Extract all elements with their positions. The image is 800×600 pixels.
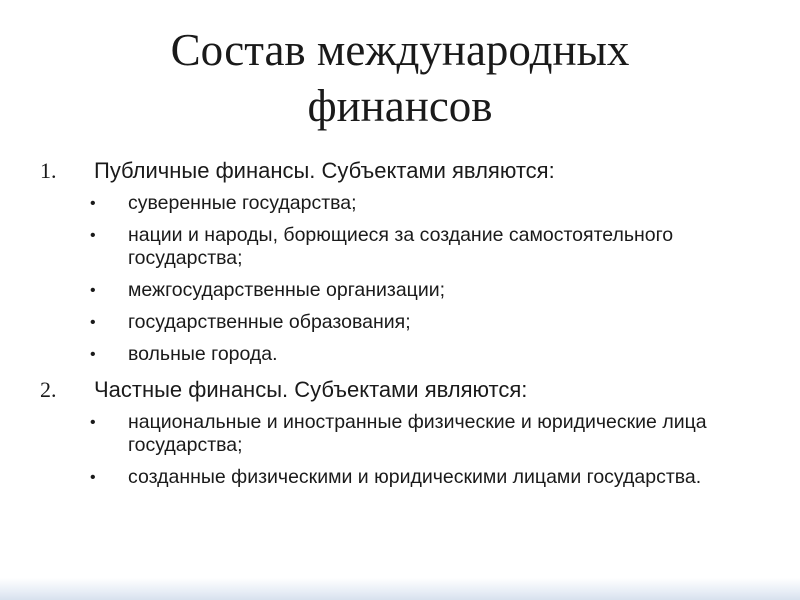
footer-band [0, 578, 800, 600]
section-items-public-finance [38, 192, 768, 366]
list-item [38, 279, 768, 302]
slide-title [0, 22, 800, 134]
list-item [38, 343, 768, 366]
list-item-text: нации и народы, борющиеся за создание самостоятельного государства; [128, 224, 674, 269]
bullet-icon: • [90, 346, 96, 363]
bullet-icon: • [90, 227, 96, 244]
list-item [38, 466, 768, 489]
bullet-icon: • [90, 314, 96, 331]
list-item [38, 192, 768, 215]
list-item-text: государственные образования; [128, 311, 411, 333]
section-heading-text: Частные финансы. Субъектами являются: [94, 377, 528, 402]
bullet-icon: • [90, 469, 96, 486]
list-item-text: национальные и иностранные физические и юридические лица государства; [128, 411, 707, 456]
list-item [38, 311, 768, 334]
list-item-text: межгосударственные организации; [128, 279, 446, 301]
bullet-icon: • [90, 282, 96, 299]
list-item-text: суверенные государства; [128, 192, 357, 214]
list-item-text: созданные физическими и юридическими лицами государства. [128, 466, 702, 488]
slide-title-line-2: финансов [307, 81, 493, 131]
list-item [38, 224, 768, 270]
section-heading-private-finance [38, 375, 768, 405]
section-heading-public-finance [38, 156, 768, 186]
section-number: 2. [40, 377, 57, 402]
bullet-icon: • [90, 195, 96, 212]
list-item [38, 411, 768, 457]
slide-title-line-1: Состав международных [170, 25, 630, 75]
section-number: 1. [40, 158, 57, 183]
list-item-text: вольные города. [128, 343, 278, 365]
bullet-icon: • [90, 414, 96, 431]
section-items-private-finance [38, 411, 768, 489]
slide-content [38, 156, 768, 498]
section-heading-text: Публичные финансы. Субъектами являются: [94, 158, 555, 183]
